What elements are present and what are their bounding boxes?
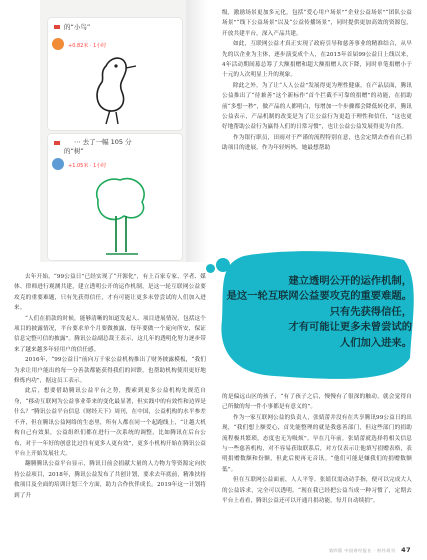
flag-icon [54, 25, 60, 29]
card-1-title: 的“小鸟” [64, 23, 91, 31]
pull-quote-line: 是这一轮互联网公益要攻克的重要难题。 [226, 290, 412, 303]
paragraph: 此后，想要借助腾讯公益平台之势，搜索到更多公益机构先规范自身，“移动互联网为公益事业带来的变化最显著，但实践中的有效性和边界是什么？”腾讯公益平台信息《财经天下》周刊，在中国，公益机构的水平参差不齐，但在腾讯公益网络的生态里，所有人都在同一个起跑线上，“让越大机构自己有效果，公益组织们都在进行一次系统的调整，比如腾讯在后台公布，对于一年好的创意比过往有更多人更有效”，更多小机构开始在腾讯公益平台上开始发展壮大。 [14, 388, 206, 457]
article-column-right-top [222, 8, 412, 154]
paragraph: 级，激励场景更加多元化，包括“爱心用户场景”“企业公益场景”“团队公益场景”“线下公益场景”以及“公益传播场景”，同时提供更加高效的资源包，开放共建平台，深入产品共建。 [222, 10, 412, 37]
page-footer [329, 546, 411, 554]
app-post-card-1 [48, 18, 182, 130]
bird-drawing-icon [88, 52, 148, 126]
photo-shadow [186, 0, 208, 262]
paragraph: 2016年，“99公益日”前向万千家公益机构推出了财务披露模板，“我们为求让用户能出的每一分善款都能获得我们的回馈，也帮助机构使用更好地修炼内功”，据这员工表示。 [14, 357, 206, 385]
footer-label: 第四版 中国财经报社 · 财经周刊 [328, 548, 396, 553]
paragraph: “人们在捐款的时候，能够清晰的知道发起人、项目进展情况，包括这个项目的披露情况，平台要求单个月要做披露，每年要做一个庞向所安，保证信息完整可信的披露”。腾讯公益副总裁王表示，这几年的透明化努力逐步带来了越来越多年轻用户的信任感。 [14, 315, 206, 353]
paragraph: 除此之外，为了让“人人公益”发展得更为理性健康，在产品层面，腾讯公益推出了“待兼善”这个新标作“首个拦截不可靠的捐赠”的功能，在捐助前“多想一秒”，做产品的人都明白，每增加一个步骤都会降低转化率，腾讯公益表示，产品机制的改变是为了让公益行为更趋于理性和信任，“这也更好地帮助公益行为赢得人们的日常习惯”，也让公益公益发展得更为自然。 [222, 82, 412, 131]
article-column-right-bottom [222, 392, 412, 506]
article-column-left [14, 272, 206, 501]
page-number: 47 [401, 546, 411, 554]
paragraph: 去年开始，“99公益日”已经实现了“开源化”，有上百家专家、学者、媒体、律师进行观测共建，建立透明公开的运作机制，是这一轮互联网公益要攻克的重要难题，只有先获得信任，才有可能让更多未曾尝试的人们加入进来。 [14, 274, 206, 312]
app-post-card-2 [48, 134, 182, 260]
card-2-subtitle: +1.05米 · 1小时 [68, 163, 107, 169]
paragraph: 的是偏远山区的孩子，“有了孩子之后，慢慢有了很深的触动，就会觉得自己所做的每一件小事都是有意义的”。 [222, 394, 412, 411]
tree-drawing-icon [88, 172, 154, 258]
paragraph: 作为一家互联网公益的负责人，张婧蕾并没有在共享腾讯99公益日的出现，“我们想上额爱心，首先能整理的就是我慈善部门，但这些部门的捐助流程极其繁琐，态度也无为吸烦”。早在几年前，张婧蕾就选择将相关信息与一些慈善机构，对不容易获取联系后，对方仅表示让他填写捐赠表格，表明捐赠数额和份额，但此后便再无音讯。“他们可能是嫌我们的捐赠数额低”。 [222, 414, 412, 473]
card-2-title-line2: 的“树” [64, 147, 84, 155]
paragraph: 如此，互联网公益才真正实现了政府引导和慈善事业的精准结合，从早先的以企业为主体，逐步演变成个人，在2015年首届99公益日上线以来，4年活动期间募总筹了大额捐赠和超大额捐赠人次下降，同时单笔捐赠小于十元的人次明显上升的现象。 [222, 41, 412, 79]
paragraph: 作为银行职员，田雨对于严谨的流程特别在意，也会定期去查看自己捐助项目的进展，作为年轻妈妈，她最想帮助 [222, 134, 412, 152]
paragraph: 但在互联网公益面前，人人平等。张婧仅需动动手指，便可以完成大人的公益诉求，完全可以透明。“现在我已经把公益当成一种习惯了，定期去平台上看看，腾讯公益还可以开通月捐功能，每月自动续捐”。 [222, 477, 412, 505]
card-2-title: ⋯ 去了一幅 105 分 [74, 138, 132, 146]
pull-quote-line: 人们加入进来。 [339, 336, 412, 349]
phone-screenshot-photo [40, 0, 190, 262]
pull-quote [222, 274, 412, 351]
paragraph: 翻腾腾讯公益平台显示，腾讯日前会捐献大量的人力物力等资源定向扶持公益项目，2018年，腾讯公益发布了共创计划，要求去年底前，精准扶持救项目及全面的培训计划三个方面，助力合作伙伴成长。2019年这一计划将到了升 [14, 461, 206, 499]
flag-icon [54, 141, 60, 145]
avatar [52, 38, 64, 50]
pull-quote-line: 只有先获得信任， [329, 305, 412, 318]
card-1-subtitle: +0.82米 · 1小时 [68, 43, 107, 49]
avatar [52, 158, 64, 170]
pull-quote-line: 建立透明公开的运作机制， [288, 275, 412, 287]
pull-quote-line: 才有可能让更多未曾尝试的 [288, 321, 412, 334]
